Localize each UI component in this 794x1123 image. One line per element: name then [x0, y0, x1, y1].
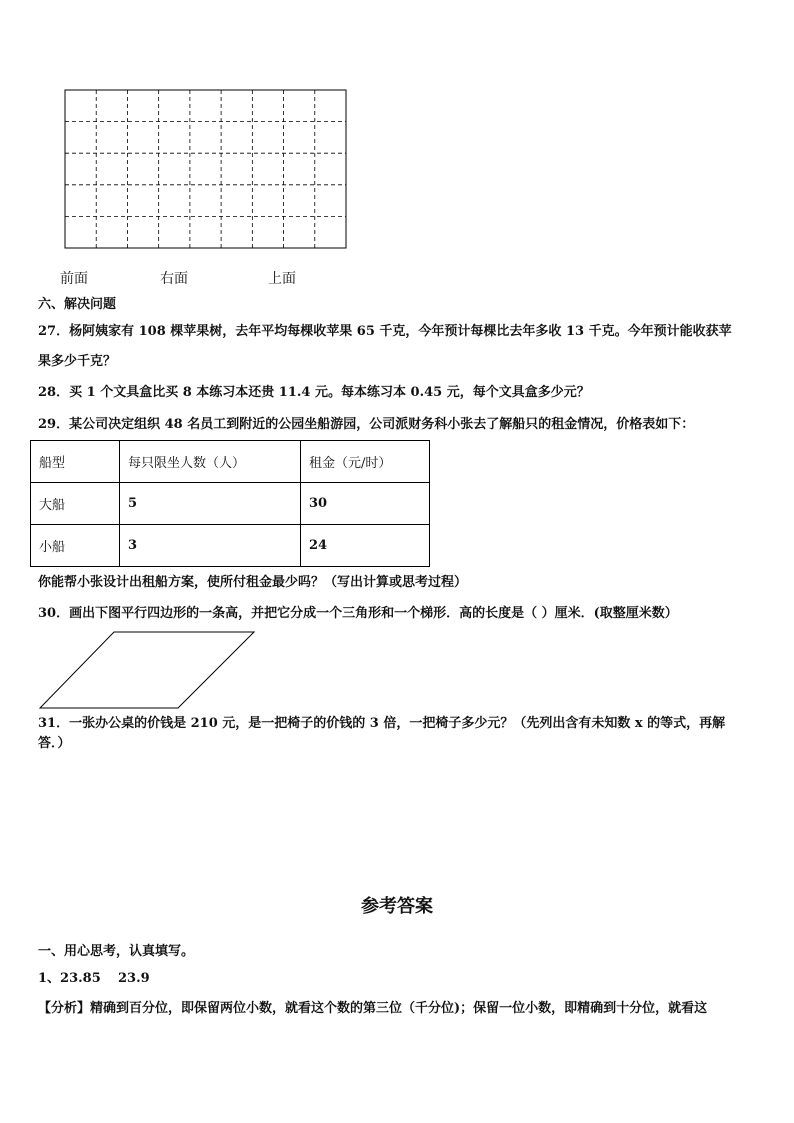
question-31-line2: 答．）	[38, 736, 71, 751]
label-right: 右面	[160, 271, 188, 287]
grid-figure	[64, 89, 347, 249]
table-header-row	[31, 441, 430, 483]
question-28: 28．买 1 个文具盒比买 8 本练习本还贵 11.4 元。每本练习本 0.45 元，每个文具盒多少元？	[38, 385, 590, 400]
table-cell: 30	[301, 483, 430, 525]
table-header-cell: 船型	[31, 441, 120, 483]
label-top: 上面	[268, 271, 296, 287]
price-table	[30, 440, 430, 567]
answers-section-heading: 一、用心思考，认真填写。	[38, 944, 195, 959]
table-cell: 24	[301, 525, 430, 567]
parallelogram-figure	[38, 630, 258, 710]
table-row	[31, 483, 430, 525]
table-cell: 5	[120, 483, 301, 525]
section-heading: 六、解决问题	[38, 297, 117, 312]
question-27-line2: 果多少千克？	[38, 354, 117, 369]
answer-1-value2: 23.9	[118, 971, 150, 986]
table-row	[31, 525, 430, 567]
table-cell: 3	[120, 525, 301, 567]
grid-border	[65, 90, 346, 248]
table-cell: 大船	[31, 483, 120, 525]
table-cell: 小船	[31, 525, 120, 567]
label-front: 前面	[60, 271, 88, 287]
table-header-cell: 租金（元/时）	[301, 441, 430, 483]
question-31-line1: 31．一张办公桌的价钱是 210 元，是一把椅子的价钱的 3 倍，一把椅子多少元？（先列出含有未知数 x 的等式，再解	[38, 716, 726, 731]
question-27-line1: 27．杨阿姨家有 108 棵苹果树，去年平均每棵收苹果 65 千克，今年预计每棵比去年多收 13 千克。今年预计能收获苹	[38, 324, 732, 339]
answers-title: 参考答案	[361, 896, 433, 917]
analysis-text: 【分析】精确到百分位，即保留两位小数，就看这个数的第三位（千分位)；保留一位小数，即精确到十分位，就看这	[38, 1001, 708, 1016]
question-29-followup: 你能帮小张设计出租船方案，使所付租金最少吗？（写出计算或思考过程）	[38, 575, 468, 590]
question-29: 29．某公司决定组织 48 名员工到附近的公园坐船游园，公司派财务科小张去了解船只的租金情况，价格表如下：	[38, 417, 695, 432]
table-header-cell: 每只限坐人数（人）	[120, 441, 301, 483]
answer-1-label: 1、23.85	[38, 971, 101, 986]
question-30: 30．画出下图平行四边形的一条高，并把它分成一个三角形和一个梯形．高的长度是（ ）厘米．(取整厘米数）	[38, 606, 678, 621]
